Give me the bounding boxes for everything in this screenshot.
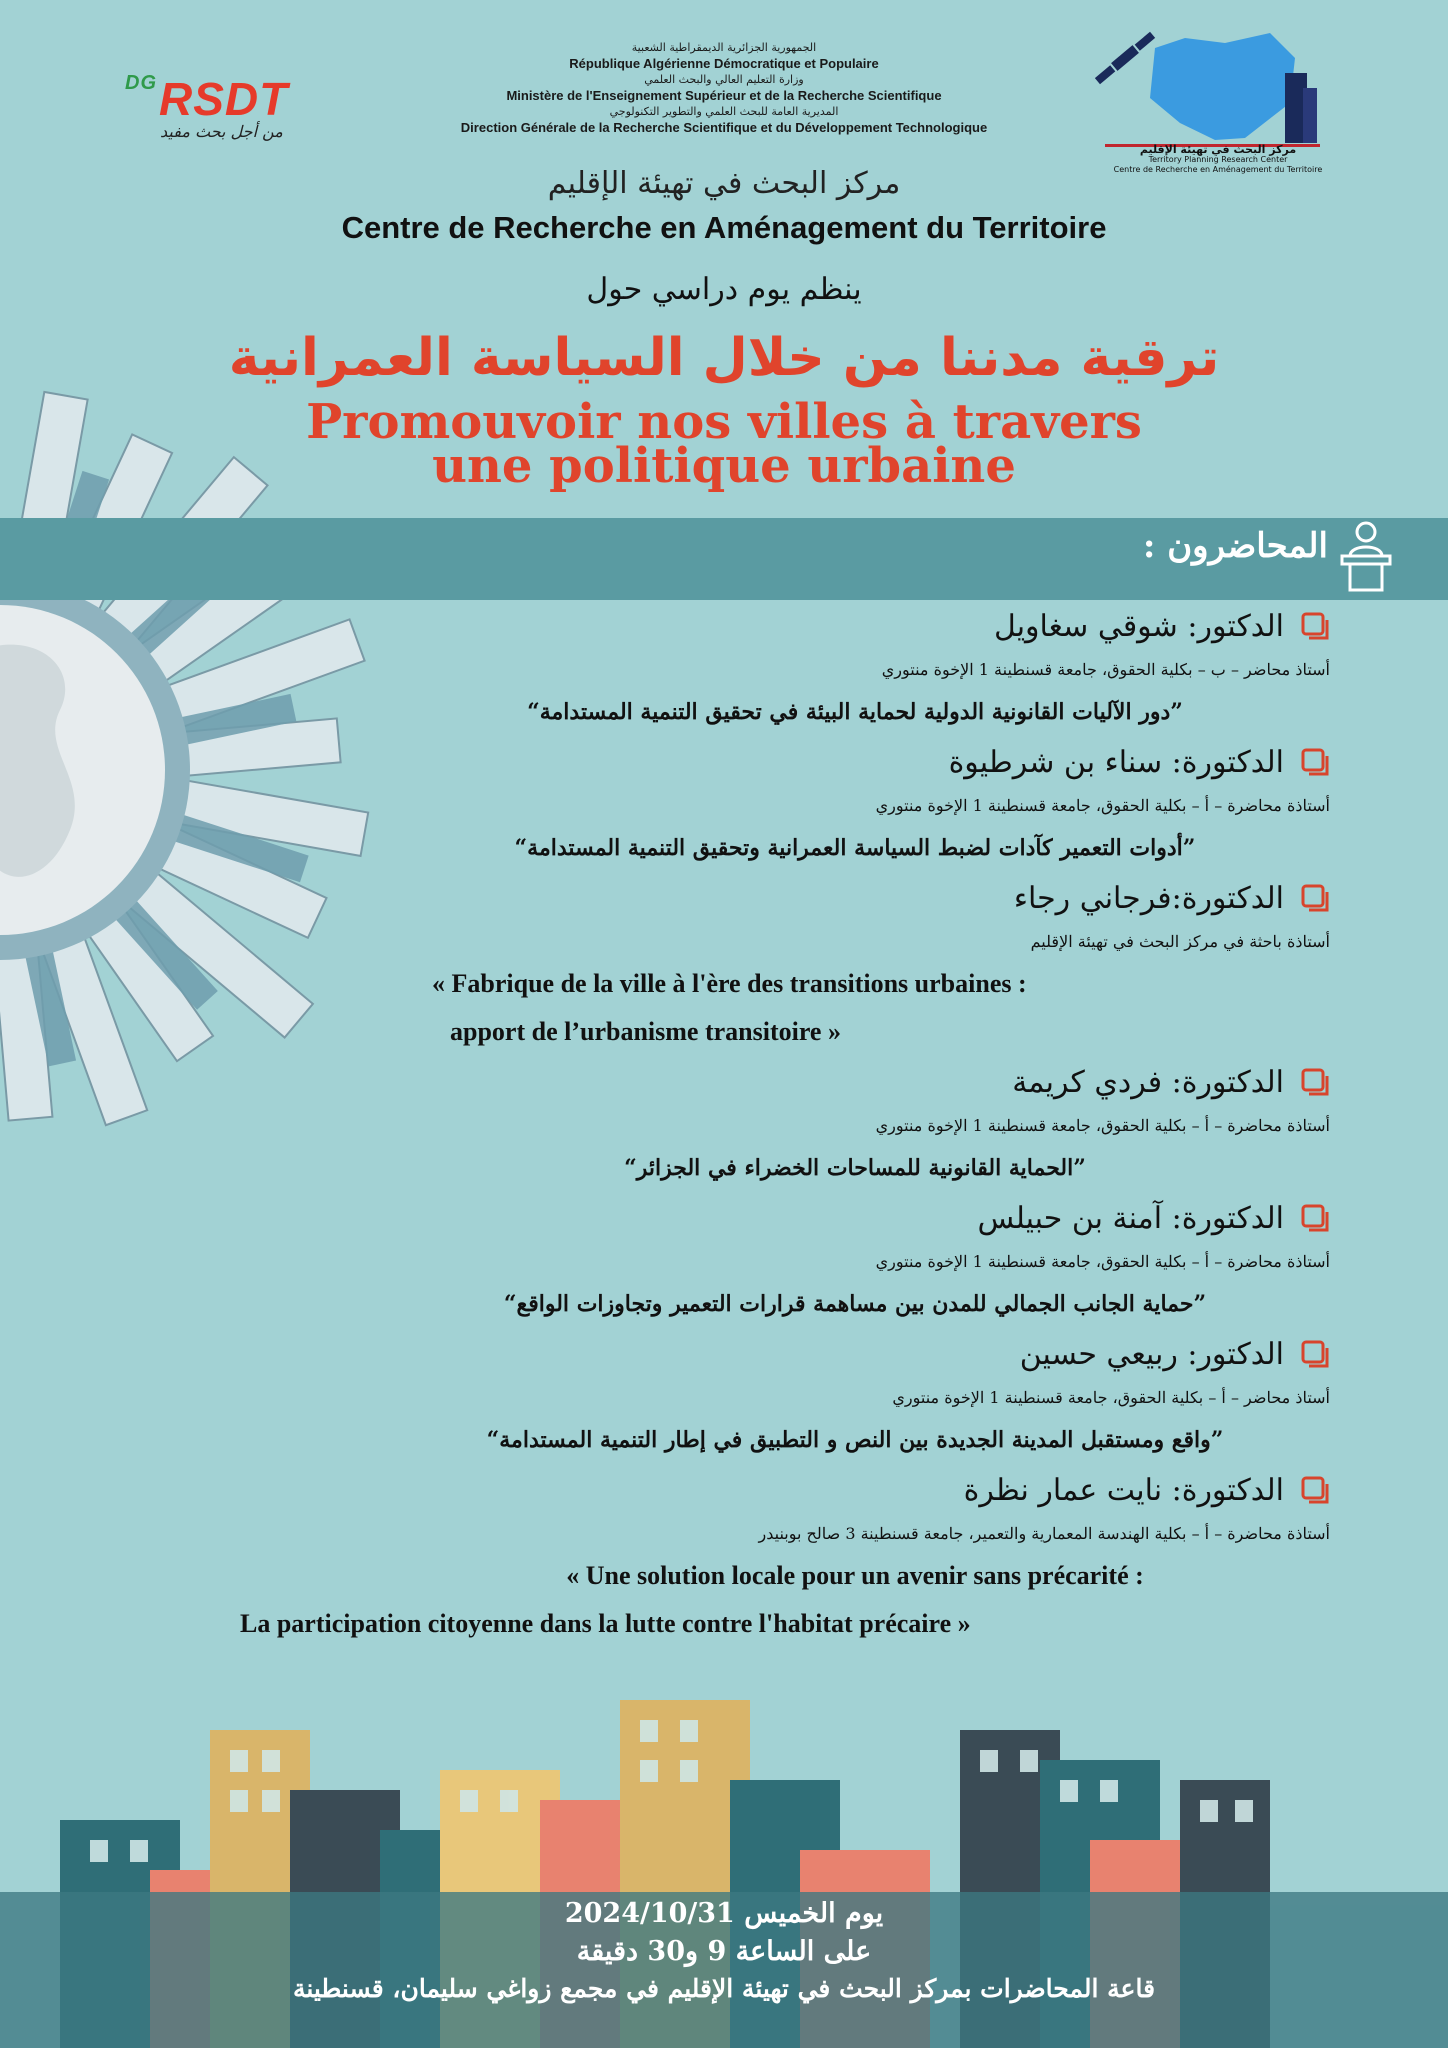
rsdt-logo: $^{DG}$RSDT <box>125 72 289 125</box>
speaker-affiliation: أستاذ محاضر – أ – بكلية الحقوق، جامعة قسنطينة 1 الإخوة منتوري <box>892 1388 1330 1407</box>
speaker-affiliation: أستاذة باحثة في مركز البحث في تهيئة الإقليم <box>1030 932 1330 951</box>
speaker-affiliation: أستاذة محاضرة – أ – بكلية الهندسة المعمارية والتعمير، جامعة قسنطينة 3 صالح بوبنيدر <box>758 1524 1330 1543</box>
talk-title: ”أدوات التعمير كآدات لضبط السياسة العمرانية وتحقيق التنمية المستدامة“ <box>514 835 1196 861</box>
speaker-item <box>380 1056 1330 1192</box>
speaker-item <box>380 1192 1330 1328</box>
direction-fr: Direction Générale de la Recherche Scientifique et du Développement Technologique <box>460 120 988 135</box>
speaker-name: الدكتور: ربيعي حسين <box>1019 1336 1284 1372</box>
speaker-affiliation: أستاذة محاضرة – أ – بكلية الحقوق، جامعة قسنطينة 1 الإخوة منتوري <box>875 1252 1330 1271</box>
official-header <box>400 40 1048 136</box>
talk-title-line1: « Fabrique de la ville à l'ère des transitions urbaines : <box>432 969 1027 998</box>
speaker-affiliation: أستاذة محاضرة – أ – بكلية الحقوق، جامعة قسنطينة 1 الإخوة منتوري <box>875 796 1330 815</box>
republic-ar: الجمهورية الجزائرية الديمقراطية الشعبية <box>631 41 817 54</box>
checkbox-bullet-icon <box>1300 611 1330 641</box>
speaker-item <box>380 600 1330 736</box>
speaker-affiliation: أستاذ محاضر – ب – بكلية الحقوق، جامعة قسنطينة 1 الإخوة منتوري <box>881 660 1330 679</box>
talk-title-line2: apport de l’urbanisme transitoire » <box>450 1017 841 1046</box>
crat-logo-caption: مركز البحث في تهيئة الإقليم Territory Planning Research Center Centre de Recherche en Aménagement du Territoire <box>1113 143 1323 174</box>
speaker-item <box>240 1464 1330 1648</box>
direction-ar: المديرية العامة للبحث العلمي والتطوير التكنولوجي <box>609 105 839 118</box>
talk-title-line2: La participation citoyenne dans la lutte contre l'habitat précaire » <box>240 1609 971 1638</box>
talk-title: ”حماية الجانب الجمالي للمدن بين مساهمة قرارات التعمير وتجاوزات الواقع“ <box>503 1291 1207 1317</box>
lectern-icon <box>1336 520 1396 592</box>
speaker-item <box>380 872 1330 1056</box>
speaker-name: الدكتورة: نايت عمار نظرة <box>963 1472 1284 1508</box>
speakers-list <box>240 600 1330 1648</box>
speaker-name: الدكتورة: سناء بن شرطيوة <box>948 744 1284 780</box>
checkbox-bullet-icon <box>1300 1067 1330 1097</box>
event-venue: قاعة المحاضرات بمركز البحث في تهيئة الإقليم في مجمع زواغي سليمان، قسنطينة <box>292 1974 1156 2003</box>
talk-title-line1: « Une solution locale pour un avenir sans précarité : <box>566 1561 1144 1590</box>
checkbox-bullet-icon <box>1300 1203 1330 1233</box>
speaker-name: الدكتورة: فردي كريمة <box>1012 1064 1284 1100</box>
organises-text: ينظم يوم دراسي حول <box>586 272 862 307</box>
event-date: يوم الخميس 2024/10/31 <box>564 1898 884 1929</box>
speaker-item <box>380 736 1330 872</box>
talk-title: ”واقع ومستقبل المدينة الجديدة بين النص و التطبيق في إطار التنمية المستدامة“ <box>486 1427 1224 1453</box>
talk-title: ”الحماية القانونية للمساحات الخضراء في الجزائر“ <box>624 1155 1086 1181</box>
ministry-ar: وزارة التعليم العالي والبحث العلمي <box>644 73 804 86</box>
speaker-affiliation: أستاذة محاضرة – أ – بكلية الحقوق، جامعة قسنطينة 1 الإخوة منتوري <box>875 1116 1330 1135</box>
center-name-fr: Centre de Recherche en Aménagement du Territoire <box>341 210 1107 245</box>
speakers-label: المحاضرون : <box>1142 526 1328 566</box>
event-title-ar: ترقية مدننا من خلال السياسة العمرانية <box>228 328 1220 388</box>
republic-fr: République Algérienne Démocratique et Populaire <box>569 56 879 71</box>
speaker-name: الدكتورة: آمنة بن حبيلس <box>977 1200 1284 1236</box>
rsdt-tagline: من أجل بحث مفيد <box>160 122 283 141</box>
checkbox-bullet-icon <box>1300 883 1330 913</box>
ministry-fr: Ministère de l'Enseignement Supérieur et de la Recherche Scientifique <box>506 88 942 103</box>
checkbox-bullet-icon <box>1300 1475 1330 1505</box>
speaker-item <box>380 1328 1330 1464</box>
event-time: على الساعة 9 و30 دقيقة <box>576 1936 872 1967</box>
speaker-name: الدكتور: شوقي سغاويل <box>993 608 1284 644</box>
event-title-fr: Promouvoir nos villes à travers une politique urbaine <box>306 394 1142 494</box>
center-name-ar: مركز البحث في تهيئة الإقليم <box>547 166 901 201</box>
checkbox-bullet-icon <box>1300 747 1330 777</box>
checkbox-bullet-icon <box>1300 1339 1330 1369</box>
talk-title: ”دور الآليات القانونية الدولية لحماية البيئة في تحقيق التنمية المستدامة“ <box>527 699 1183 725</box>
speaker-name: الدكتورة:فرجاني رجاء <box>1013 880 1284 916</box>
